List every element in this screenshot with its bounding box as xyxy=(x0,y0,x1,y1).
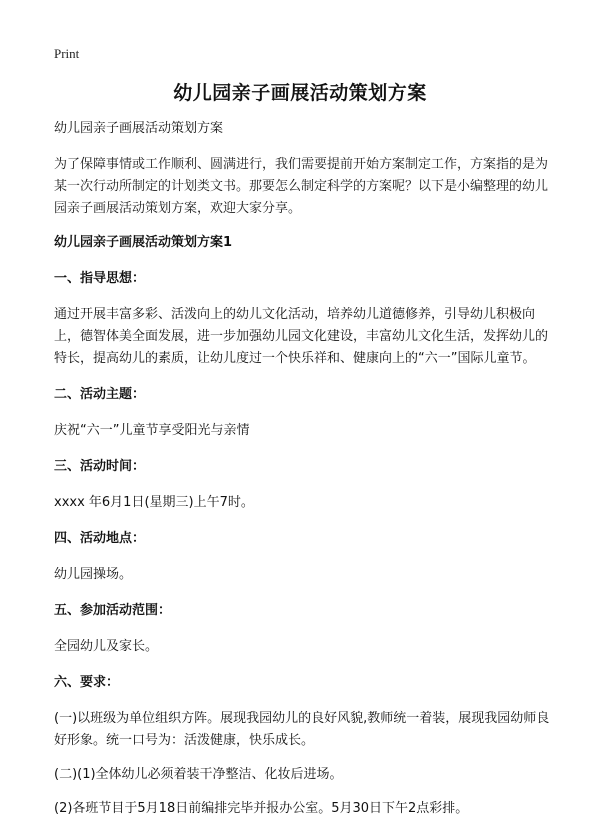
requirement-item-1: (一)以班级为单位组织方阵。展现我园幼儿的良好风貌,教师统一着装，展现我园幼师良好形象。统一口号为：活泼健康，快乐成长。 xyxy=(54,711,550,748)
section-body-location: 幼儿园操场。 xyxy=(54,567,133,582)
document-subtitle: 幼儿园亲子画展活动策划方案 xyxy=(54,121,224,136)
section-heading-guiding: 一、指导思想： xyxy=(54,271,146,286)
section-body-scope: 全园幼儿及家长。 xyxy=(54,639,159,654)
intro-paragraph: 为了保障事情或工作顺利、圆满进行，我们需要提前开始方案制定工作，方案指的是为某一次行动所制定的计划类文书。那要怎么制定科学的方案呢？以下是小编整理的幼儿园亲子画展活动策划方案，欢迎大家分享。 xyxy=(54,157,549,216)
section-body-time: xxxx 年6月1日(星期三)上午7时。 xyxy=(54,495,254,510)
section-heading-location: 四、活动地点： xyxy=(54,531,146,546)
plan-heading: 幼儿园亲子画展活动策划方案1 xyxy=(54,235,233,250)
section-body-guiding: 通过开展丰富多彩、活泼向上的幼儿文化活动，培养幼儿道德修养，引导幼儿积极向上，德智体美全面发展，进一步加强幼儿园文化建设，丰富幼儿文化生活，发挥幼儿的特长，提高幼儿的素质，让幼儿度过一个快乐祥和、健康向上的“六一”国际儿童节。 xyxy=(54,307,549,366)
requirement-item-2: (二)(1)全体幼儿必须着装干净整洁、化妆后进场。 xyxy=(54,767,343,782)
section-body-theme: 庆祝“六一”儿童节享受阳光与亲情 xyxy=(54,423,250,438)
print-label: Print xyxy=(54,46,80,61)
requirement-item-3: (2)各班节目于5月18日前编排完毕并报办公室。5月30日下午2点彩排。 xyxy=(54,801,469,816)
document-body xyxy=(54,118,554,832)
section-heading-requirements: 六、要求： xyxy=(54,675,120,690)
section-heading-time: 三、活动时间： xyxy=(54,459,146,474)
section-heading-scope: 五、参加活动范围： xyxy=(54,603,172,618)
section-heading-theme: 二、活动主题： xyxy=(54,387,146,402)
page-title: 幼儿园亲子画展活动策划方案 xyxy=(173,82,427,104)
